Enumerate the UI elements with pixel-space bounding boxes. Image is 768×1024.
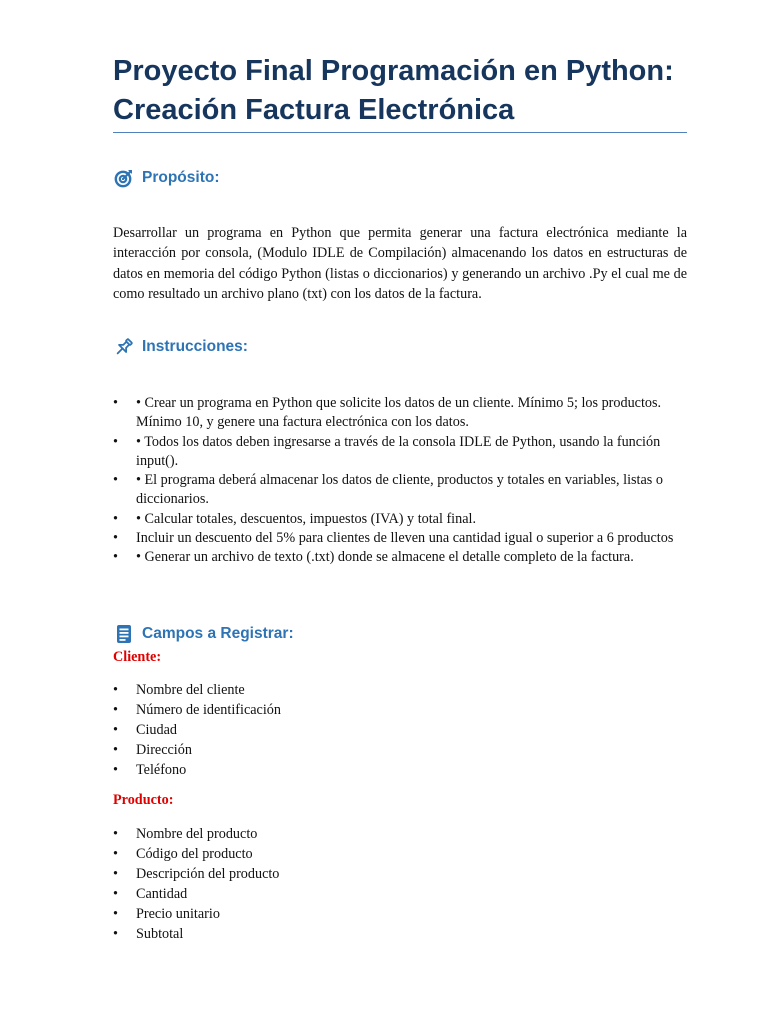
- cliente-label: Cliente:: [113, 649, 162, 665]
- list-item: • • Todos los datos deben ingresarse a través de la consola IDLE de Python, usando la función input().: [113, 433, 661, 469]
- title-line-2: Creación Factura Electrónica: [113, 94, 515, 126]
- list-item: • • El programa deberá almacenar los datos de cliente, productos y totales en variables, listas o diccionarios.: [113, 472, 663, 508]
- bullet-icon: •: [113, 886, 118, 903]
- campos-heading: [113, 623, 294, 645]
- target-icon: [113, 167, 135, 189]
- title-line-1: Proyecto Final Programación en Python:: [113, 55, 674, 87]
- instrucciones-list: [113, 394, 687, 568]
- list-item: • Incluir un descuento del 5% para clientes de lleven una cantidad igual o superior a 6 productos: [113, 529, 687, 548]
- list-item: • Cantidad: [113, 884, 687, 904]
- list-item: • Número de identificación: [113, 700, 687, 720]
- document-title: [113, 52, 713, 130]
- list-item: • • Crear un programa en Python que solicite los datos de un cliente. Mínimo 5; los productos. Mínimo 10, y genere una factura electrónica con los datos.: [113, 395, 662, 431]
- bullet-icon: •: [113, 549, 118, 566]
- bullet-icon: •: [113, 510, 118, 527]
- list-item: • Nombre del producto: [113, 824, 687, 844]
- bullet-icon: •: [113, 906, 118, 923]
- list-item: • Nombre del cliente: [113, 680, 687, 700]
- list-item: • • Calcular totales, descuentos, impuestos (IVA) y total final.: [113, 510, 687, 529]
- bullet-icon: •: [113, 530, 118, 547]
- producto-label: Producto:: [113, 792, 174, 808]
- list-item: • Dirección: [113, 740, 687, 760]
- cliente-fields-list: [113, 680, 687, 780]
- instrucciones-heading-label: Instrucciones:: [142, 338, 248, 355]
- proposito-heading-label: Propósito:: [142, 169, 220, 186]
- proposito-heading: [113, 167, 220, 189]
- bullet-icon: •: [113, 826, 118, 842]
- bullet-icon: •: [113, 742, 118, 759]
- title-divider: [113, 132, 687, 133]
- proposito-text: Desarrollar un programa en Python que permita generar una factura electrónica mediante la interacción por consola, (Modulo IDLE de Compilación) almacenando los datos en estructuras de datos en memoria del código Python (listas o diccionarios) y generando un archivo .Py el cual me de como resultado un archivo plano (txt) con los datos de la factura.: [113, 225, 687, 302]
- bullet-icon: •: [113, 395, 118, 411]
- list-item: • Ciudad: [113, 720, 687, 740]
- list-item: • Subtotal: [113, 924, 687, 944]
- bullet-icon: •: [113, 866, 118, 883]
- list-item: • Código del producto: [113, 844, 687, 864]
- clipboard-list-icon: [113, 623, 135, 645]
- bullet-icon: •: [113, 846, 118, 863]
- bullet-icon: •: [113, 433, 118, 450]
- pushpin-icon: [113, 336, 135, 358]
- bullet-icon: •: [113, 472, 118, 489]
- bullet-icon: •: [113, 926, 118, 943]
- campos-heading-label: Campos a Registrar:: [142, 625, 294, 642]
- list-item: • • Generar un archivo de texto (.txt) donde se almacene el detalle completo de la factura.: [113, 548, 687, 567]
- list-item: • Teléfono: [113, 760, 687, 780]
- bullet-icon: •: [113, 702, 118, 719]
- bullet-icon: •: [113, 722, 118, 739]
- list-item: • Precio unitario: [113, 904, 687, 924]
- instrucciones-heading: [113, 336, 248, 358]
- bullet-icon: •: [113, 762, 118, 779]
- list-item: • Descripción del producto: [113, 864, 687, 884]
- bullet-icon: •: [113, 682, 118, 698]
- producto-fields-list: [113, 824, 687, 945]
